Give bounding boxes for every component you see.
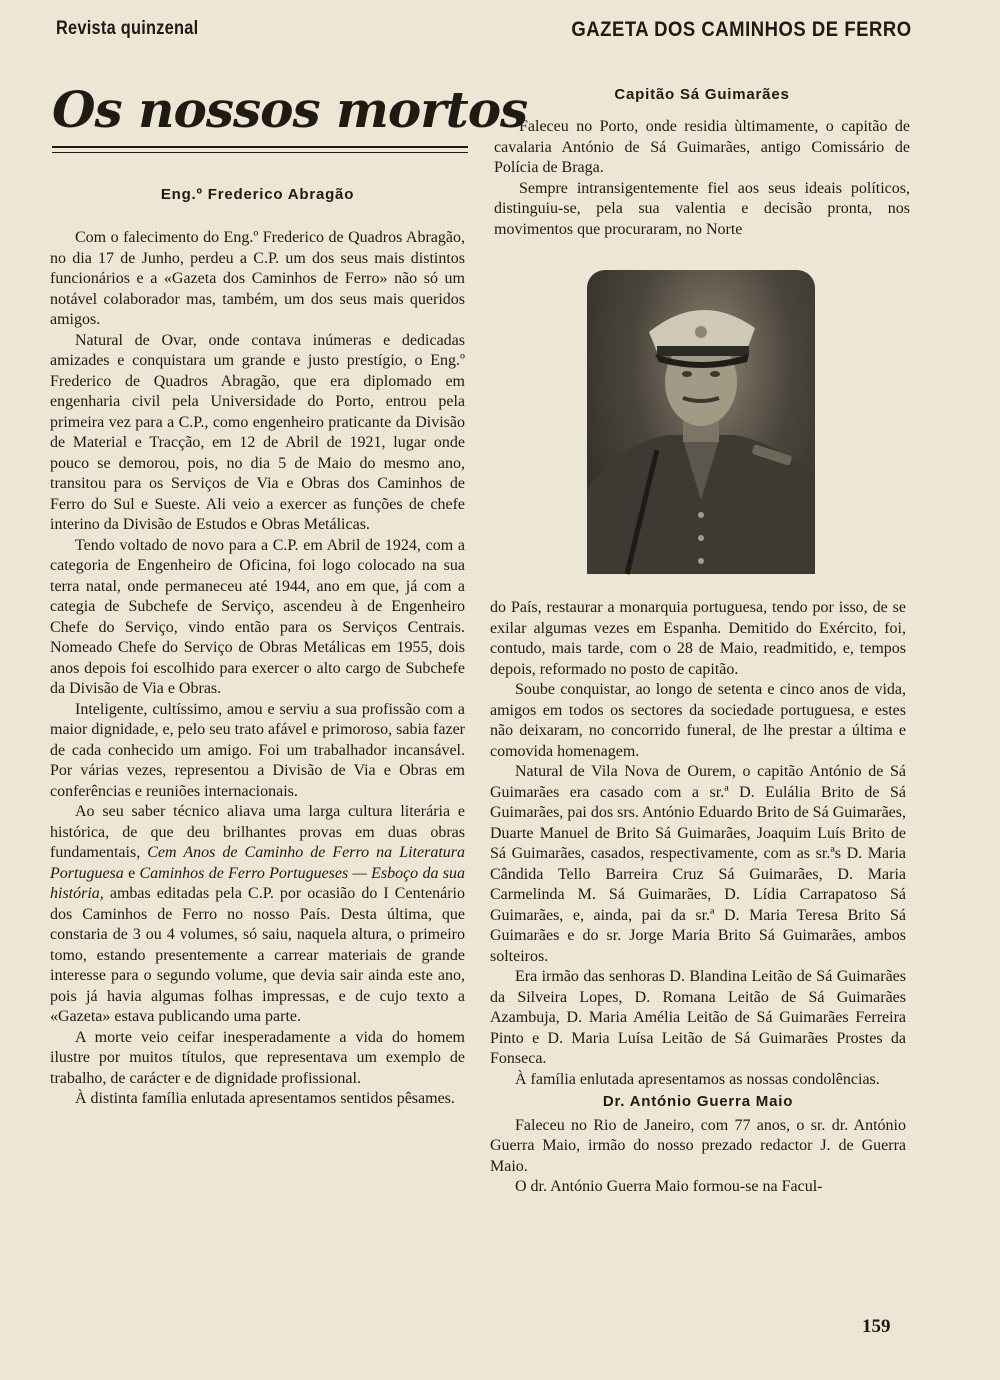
paragraph: Era irmão das senhoras D. Blandina Leitão de Sá Guimarães da Silveira Lopes, D. Romana Leitão de Sá Guimarães Azambuja, D. Maria Amélia Leitão de Sá Guimarães Ferreira Pinto e D. Maria Luísa Leitão de Sá Guimarães Prostes da Fonseca. [490,968,906,1067]
paragraph: À distinta família enlutada apresentamos sentidos pêsames. [75,1090,455,1107]
article-abragao-body [50,228,465,1110]
paragraph: Inteligente, cultíssimo, amou e serviu a sua profissão com a maior dignidade, e, pelo seu trato afável e primoroso, sabia fazer de cada conhecido um amigo. Foi um trabalhador incansável. Por várias vezes, representou a Divisão de Via e Obras em conferências e reuniões internacionais. [50,700,465,800]
title-rule-thin [52,152,468,153]
paragraph: Com o falecimento do Eng.º Frederico de Quadros Abragão, no dia 17 de Junho, perdeu a C.P. um dos seus mais distintos funcionários e a «Gazeta dos Caminhos de Ferro» não só um notável colaborador mas, também, um dos seus mais queridos amigos. [50,229,465,328]
text-run: ambas editadas pela C.P. por ocasião do I Centenário dos Caminhos de Ferro no nosso País. Desta última, que constaria de 3 ou 4 volumes, só saiu, naquela altura, o primeiro tomo, estando presentemente a carrear materiais de grande interesse para o segundo volume, que devia sair ainda este ano, pois já havia algumas folhas impressas, e de cujo texto a «Gazeta» estava publicando uma parte. [50,885,465,1025]
paragraph: Natural de Ovar, onde contava inúmeras e dedicadas amizades e conquistara um grande e justo prestígio, o Eng.º Frederico de Quadros Abragão, que era diplomado em engenharia civil pela Universidade do Porto, entrou pela primeira vez para a C.P., como engenheiro praticante da Divisão de Material e Tracção, em 12 de Abril de 1921, lugar onde pouco se demorou, pois, no dia 5 de Maio do mesmo ano, transitou para os Serviços de Via e Obras dos Caminhos de Ferro do Sul e Sueste. Ali veio a exercer as funções de chefe interino da Divisão de Estudos e Obras Metálicas. [50,331,465,533]
portrait-photo [587,270,815,574]
running-header-right: GAZETA DOS CAMINHOS DE FERRO [571,18,912,41]
paragraph: Faleceu no Rio de Janeiro, com 77 anos, o sr. dr. António Guerra Maio, irmão do nosso prezado redactor J. de Guerra Maio. [490,1116,906,1175]
portrait-illustration [587,270,815,574]
paragraph: O dr. António Guerra Maio formou-se na Facul- [515,1178,823,1195]
paragraph: Tendo voltado de novo para a C.P. em Abril de 1924, com a categoria de Engenheiro de Oficina, foi logo colocado na sua terra natal, onde permaneceu até 1944, ano em que, já com a categia de Subchefe de Serviço, ascendeu à de Engenheiro Chefe do Serviço, vindo então para os Serviços Centrais. Nomeado Chefe do Serviço de Obras Metálicas em 1955, dois anos depois foi escolhido para exercer o alto cargo de Subchefe da Divisão de Via e Obras. [50,536,465,697]
section-title: Os nossos mortos [52,80,528,139]
paragraph: A morte veio ceifar inesperadamente a vida do homem ilustre por muitos títulos, que representava um exemplo de trabalho, de carácter e de dignidade profissional. [50,1028,465,1087]
paragraph: Soube conquistar, ao longo de setenta e cinco anos de vida, amigos em todos os sectores da sociedade portuguesa, e estes não deixaram, no concorrido funeral, de lhe prestar a última e comovida homenagem. [490,681,906,760]
running-header-left: Revista quinzenal [56,18,199,39]
title-rule-thick [52,146,468,148]
paragraph: Faleceu no Porto, onde residia ùltimamente, o capitão de cavalaria António de Sá Guimarães, antigo Comissário de Polícia de Braga. [494,118,910,176]
paragraph: Natural de Vila Nova de Ourem, o capitão António de Sá Guimarães era casado com a sr.ª D. Eulália Brito de Sá Guimarães, pai dos srs. António Eduardo Brito de Sá Guimarães, Duarte Manuel de Brito Sá Guimarães, Joaquim Luís Brito de Sá Guimarães, casados, respectivamente, com as sr.ªs D. Maria Cândida Tello Barreira Cruz Sá Guimarães, D. Maria Carmelinda M. Sá Guimarães, D. Lídia Carrapatoso Sá Guimarães, e, ainda, pai da sr.ª D. Maria Teresa Brito Sá Guimarães e do sr. Jorge Maria Brito Sá Guimarães, ambos solteiros. [490,763,906,965]
paragraph: Sempre intransigentemente fiel aos seus ideais políticos, distinguiu-se, pela sua valentia e decisão pronta, nos movimentos que procuraram, no Norte [494,179,910,238]
text-run: Ao seu saber técnico aliava uma larga cultura literária e histórica, de que deu brilhantes provas em duas obras fundamentais, [50,803,465,861]
article-heading-guerra-maio: Dr. António Guerra Maio [602,1093,794,1110]
book-title: Caminhos de Ferro Portugueses — Esboço da sua história, [50,864,466,902]
paragraph-works [50,802,465,1028]
article-guimaraes-continued [490,598,906,1198]
page-number: 159 [862,1316,891,1337]
article-heading-abragao: Eng.º Frederico Abragão [160,186,355,203]
article-guimaraes-intro [494,117,910,240]
text-run: e [123,864,140,882]
book-title: Cem Anos de Caminho de Ferro na Literatura Portuguesa [50,844,466,882]
paragraph-continued: do País, restaurar a monarquia portuguesa, tendo por isso, de se exilar algumas vezes em Espanha. Demitido do Exército, foi, contudo, mais tarde, com o 28 de Maio, readmitido, e, tempos depois, reformado no posto de capitão. [490,599,906,678]
paragraph: À família enlutada apresentamos as nossas condolências. [515,1070,880,1088]
article-heading-guimaraes: Capitão Sá Guimarães [614,86,790,103]
